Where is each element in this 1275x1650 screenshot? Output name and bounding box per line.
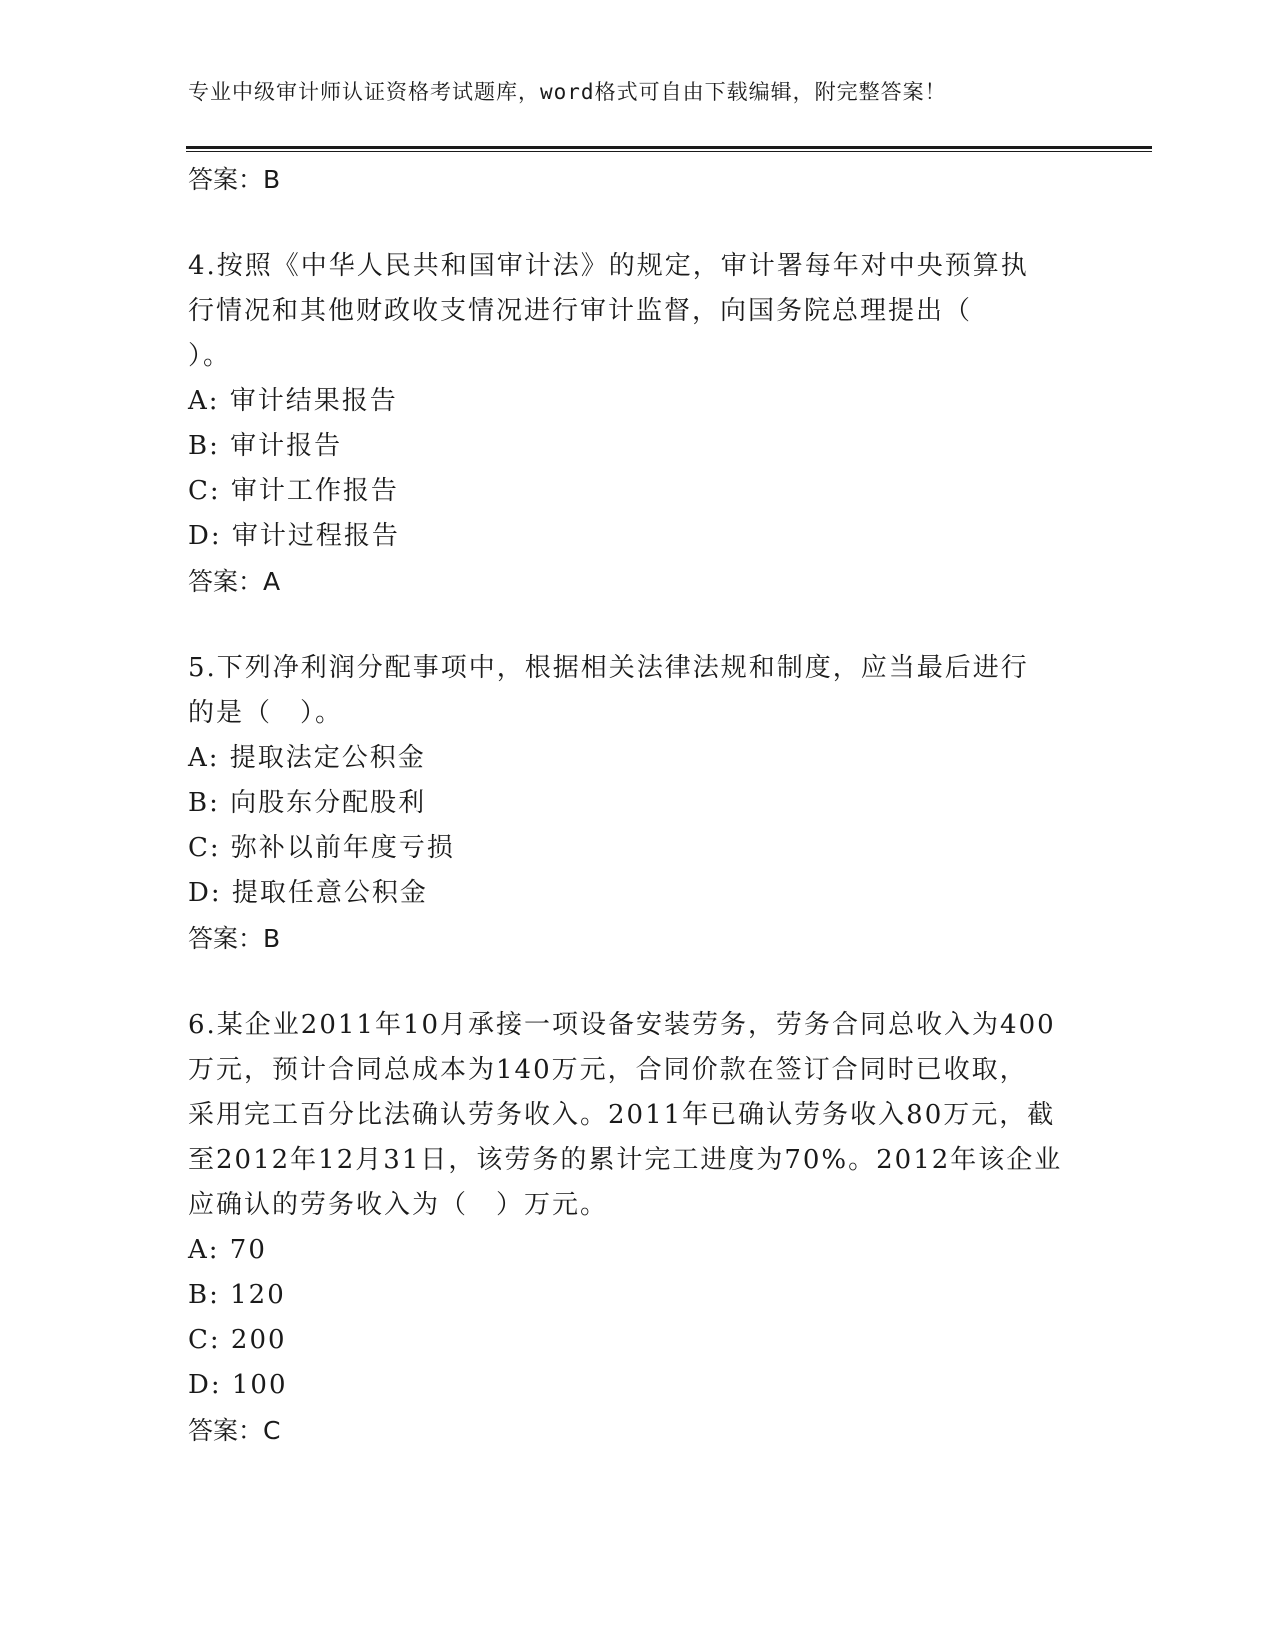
option-d: D: 审计过程报告 — [188, 521, 400, 551]
header-rule-thin — [186, 151, 1152, 152]
option-d: D: 100 — [188, 1370, 288, 1400]
question-stem: 5.下列净利润分配事项中，根据相关法律法规和制度，应当最后进行 的是（ ）。 — [188, 653, 1029, 728]
option-c: C: 200 — [188, 1325, 287, 1355]
option-c: C: 弥补以前年度亏损 — [188, 833, 455, 863]
question-stem: 6.某企业2011年10月承接一项设备安装劳务，劳务合同总收入为400 万元，预计合同总成本为140万元，合同价款在签订合同时已收取， 采用完工百分比法确认劳务收入。2011年已确认劳务收入80万元，截 至2012年12月31日，该劳务的累计完工进度为70%。2012年该企业 应确认的劳务收入为（ ）万元。 — [188, 1010, 1063, 1220]
option-d: D: 提取任意公积金 — [188, 878, 428, 908]
option-a: A: 审计结果报告 — [188, 386, 398, 416]
answer-line: 答案：B — [188, 924, 281, 953]
option-a: A: 提取法定公积金 — [188, 743, 426, 773]
previous-answer: 答案：B — [188, 165, 281, 194]
option-b: B: 120 — [188, 1280, 286, 1310]
option-b: B: 审计报告 — [188, 431, 343, 461]
option-a: A: 70 — [188, 1235, 267, 1265]
question-6 — [188, 1003, 1108, 1453]
answer-line: 答案：A — [188, 567, 281, 596]
answer-line: 答案：C — [188, 1416, 281, 1445]
question-5 — [188, 646, 1108, 961]
question-list — [188, 157, 1108, 1495]
option-b: B: 向股东分配股利 — [188, 788, 427, 818]
header-rule-thick — [186, 146, 1152, 149]
question-4 — [188, 244, 1108, 604]
question-stem: 4.按照《中华人民共和国审计法》的规定，审计署每年对中央预算执 行情况和其他财政收支情况进行审计监督，向国务院总理提出（ ）。 — [188, 251, 1029, 371]
page-header: 专业中级审计师认证资格考试题库，word格式可自由下载编辑，附完整答案！ — [188, 80, 947, 104]
option-c: C: 审计工作报告 — [188, 476, 399, 506]
